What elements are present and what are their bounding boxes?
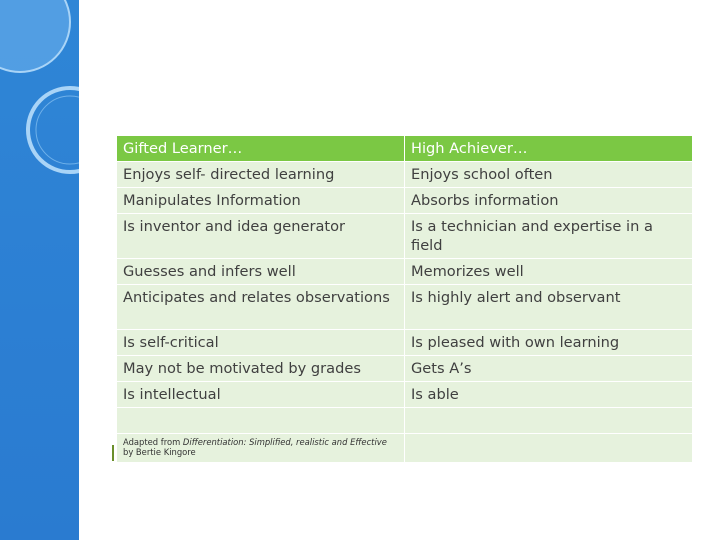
table-row — [117, 285, 693, 330]
achiever-cell: Is able — [405, 382, 693, 408]
achiever-cell: Enjoys school often — [405, 162, 693, 188]
table-row — [117, 214, 693, 259]
header-gifted-learner: Gifted Learner… — [117, 136, 405, 162]
left-accent-bar — [0, 0, 79, 540]
gifted-cell: May not be motivated by grades — [117, 356, 405, 382]
source-prefix: Adapted from — [123, 437, 183, 447]
gifted-cell: Anticipates and relates observations — [117, 285, 405, 330]
gifted-cell: Guesses and infers well — [117, 259, 405, 285]
header-high-achiever: High Achiever… — [405, 136, 693, 162]
source-title: Differentiation: Simplified, realistic and Effective — [182, 437, 387, 447]
table-row — [117, 259, 693, 285]
achiever-cell: Memorizes well — [405, 259, 693, 285]
table-row — [117, 188, 693, 214]
achiever-cell: Is a technician and expertise in a field — [405, 214, 693, 259]
table-row-source — [117, 434, 693, 463]
deco-ring-inner — [36, 96, 79, 164]
source-citation-cell — [117, 434, 405, 463]
decorative-circles — [0, 0, 79, 200]
gifted-cell: Enjoys self- directed learning — [117, 162, 405, 188]
source-byline: by Bertie Kingore — [123, 447, 196, 457]
achiever-cell: Gets A’s — [405, 356, 693, 382]
table-header-row — [117, 136, 693, 162]
table-row — [117, 162, 693, 188]
table-row — [117, 356, 693, 382]
table-row — [117, 382, 693, 408]
deco-circle-large — [0, 0, 70, 72]
gifted-cell — [117, 408, 405, 434]
gifted-cell: Is inventor and idea generator — [117, 214, 405, 259]
source-marker-bar — [112, 445, 114, 461]
gifted-cell: Is intellectual — [117, 382, 405, 408]
gifted-cell: Is self-critical — [117, 330, 405, 356]
empty-source-cell — [405, 434, 693, 463]
achiever-cell — [405, 408, 693, 434]
achiever-cell: Is pleased with own learning — [405, 330, 693, 356]
table-row-empty — [117, 408, 693, 434]
source-citation-line — [123, 437, 398, 447]
comparison-table-container — [116, 135, 692, 463]
achiever-cell: Is highly alert and observant — [405, 285, 693, 330]
table-row — [117, 330, 693, 356]
comparison-table — [116, 135, 693, 463]
achiever-cell: Absorbs information — [405, 188, 693, 214]
gifted-cell: Manipulates Information — [117, 188, 405, 214]
